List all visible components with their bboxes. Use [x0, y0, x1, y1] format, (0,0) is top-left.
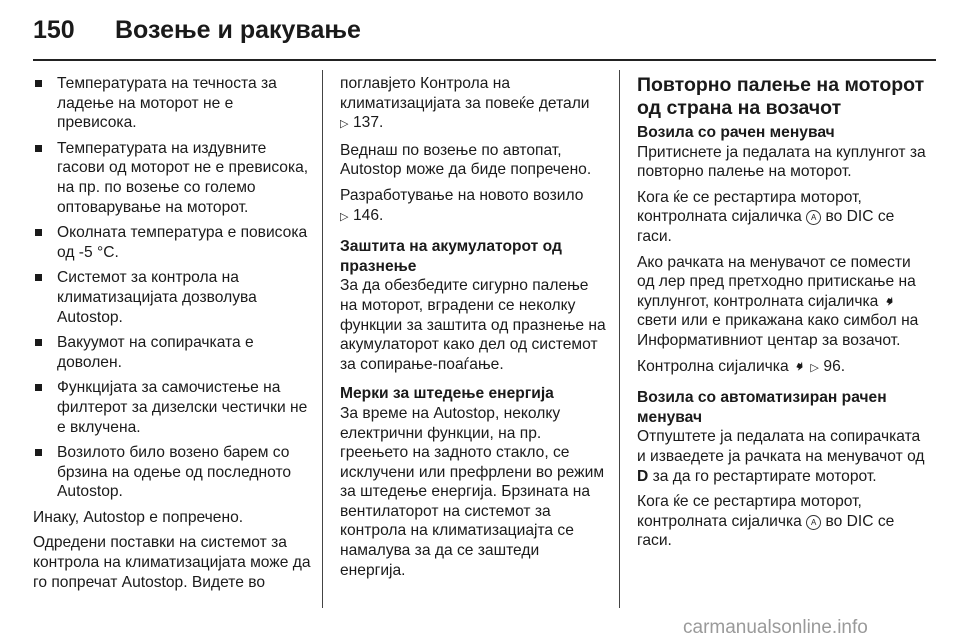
- paragraph: Кога ќе се рестартира моторот, контролната сијаличка A во DIC се гаси.: [637, 188, 895, 245]
- page-ref-icon: ▷: [340, 118, 349, 131]
- bullet-icon: [35, 145, 42, 152]
- autostop-indicator-icon: ➧: [879, 290, 899, 312]
- section-heading: Возила со рачен менувач: [637, 124, 835, 141]
- bullet-icon: [35, 80, 42, 87]
- paragraph: поглавјето Контрола на климатизацијата за повеќе детали ▷ 137.: [340, 74, 608, 135]
- list-item: Температурата на издувните гасови од моторот не е превисока, на пр. по возење со големо оптоварување на моторот.: [33, 139, 311, 217]
- gear-position: D: [637, 467, 649, 485]
- paragraph: Инаку, Autostop е попречено.: [33, 508, 244, 526]
- list-item: Системот за контрола на климатизацијата дозволува Autostop.: [33, 268, 311, 327]
- section-heading: Возила со автоматизиран рачен менувач: [637, 389, 887, 426]
- paragraph: Отпуштете ја педалата на сопирачката и изваедете ја рачката на менувачот од D за да го рестартирате моторот.: [637, 428, 925, 485]
- column-divider: [619, 70, 620, 608]
- bullet-icon: [35, 449, 42, 456]
- column-divider: [322, 70, 323, 608]
- column-3: [637, 74, 927, 557]
- paragraph: Контролна сијаличка ➧ ▷ 96.: [637, 355, 846, 377]
- page-ref-icon: ▷: [340, 210, 349, 223]
- bullet-icon: [35, 274, 42, 281]
- watermark: carmanualsonline.info: [683, 617, 868, 638]
- bullet-icon: [35, 339, 42, 346]
- page-header: [0, 0, 960, 60]
- chapter-title: Возење и ракување: [115, 16, 361, 44]
- list-item: Возилото било возено барем со брзина на одење од последното Autostop.: [33, 443, 311, 502]
- paragraph: За време на Autostop, неколку електрични функции, на пр. греењето на задното стакло, се исклучени или префрлени во режим за штедење енергија. Брзината на вентилаторот на системот за контрола на климатизациајта се намалува за да се заштеди енергија.: [340, 404, 605, 579]
- section-heading: Заштита на акумулаторот од празнење: [340, 238, 562, 275]
- autostop-indicator-icon: ➧: [790, 355, 810, 377]
- condition-list: [33, 74, 311, 502]
- paragraph: Притиснете ја педалата на куплунгот за повторно палење на моторот.: [637, 143, 926, 181]
- section-title: Повторно палење на моторот од страна на возачот: [637, 74, 925, 119]
- page-ref-link[interactable]: 146.: [353, 206, 384, 224]
- paragraph: Ако рачката на менувачот се помести од лер пред претходно притискање на куплунгот, контролната сијаличка ➧ свети или е прикажана како симбол на Информативниот центар за возачот.: [637, 253, 919, 349]
- page-ref-link[interactable]: 96.: [823, 357, 846, 375]
- list-item: Околната температура е повисока од -5 °C.: [33, 223, 311, 262]
- page-number: 150: [33, 16, 75, 44]
- column-1: [33, 74, 311, 598]
- autostop-lamp-icon: A: [806, 515, 821, 530]
- bullet-icon: [35, 384, 42, 391]
- column-2: [340, 74, 608, 586]
- list-item: Функцијата за самочистење на филтерот за дизелски честички не е вклучена.: [33, 378, 311, 437]
- autostop-lamp-icon: A: [806, 210, 821, 225]
- list-item: Вакуумот на сопирачката е доволен.: [33, 333, 311, 372]
- page-ref-link[interactable]: 137.: [353, 114, 384, 132]
- section-heading: Мерки за штедење енергија: [340, 385, 554, 403]
- page-ref-icon: ▷: [810, 361, 819, 374]
- paragraph: Веднаш по возење по автопат, Autostop може да биде попречено.: [340, 141, 592, 179]
- list-item: Температурата на течноста за ладење на моторот не е превисока.: [33, 74, 311, 133]
- paragraph: Кога ќе се рестартира моторот, контролната сијаличка A во DIC се гаси.: [637, 493, 895, 550]
- paragraph: Разработување на новото возило ▷ 146.: [340, 186, 608, 227]
- bullet-icon: [35, 229, 42, 236]
- paragraph: За да обезбедите сигурно палење на моторот, вградени се неколку функции за заштита од празнење на акумулаторот како дел од системот за сопирање-поаѓање.: [340, 277, 606, 373]
- paragraph: Одредени поставки на системот за контрола на климатизацијата може да го попречат Autostop. Видете во: [33, 534, 311, 591]
- header-rule: [33, 59, 936, 61]
